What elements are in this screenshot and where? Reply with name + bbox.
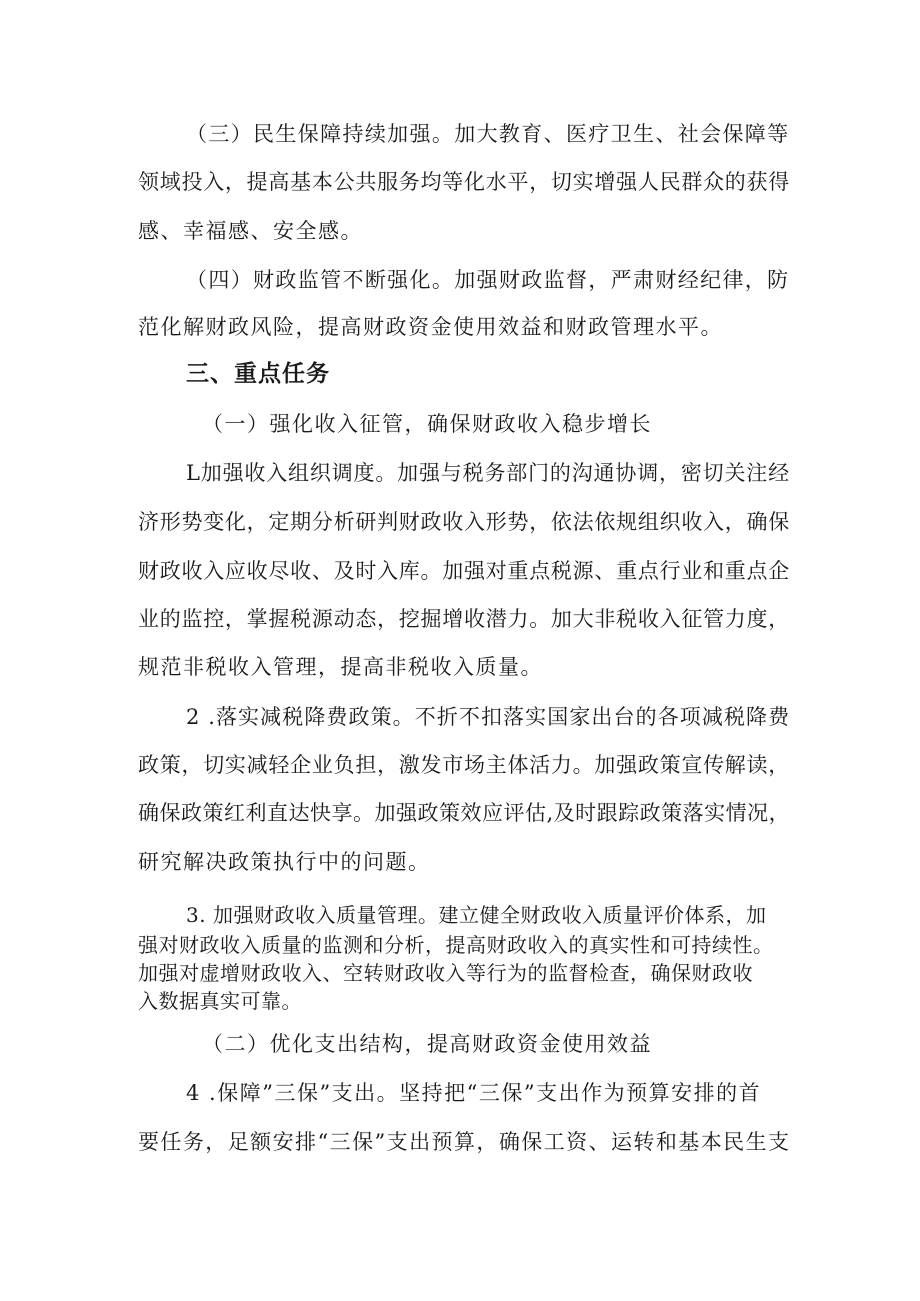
section-heading: 三、重点任务 [186, 361, 330, 387]
paragraph-line: 财政收入应收尽收、及时入库。加强对重点税源、重点行业和重点企 [138, 559, 790, 583]
paragraph-line: 确保政策红利直达快享。加强政策效应评估,及时跟踪政策落实情况， [138, 801, 791, 825]
paragraph-line: 加强对虚增财政收入、空转财政收入等行为的监督检查，确保财政收 [138, 961, 753, 985]
paragraph-line: 范化解财政风险，提高财政资金使用效益和财政管理水平。 [138, 315, 723, 339]
paragraph-line: L加强收入组织调度。加强与税务部门的沟通协调，密切关注经 [186, 461, 790, 485]
paragraph-line: 领域投入，提高基本公共服务均等化水平，切实增强人民群众的获得 [138, 170, 790, 194]
paragraph-line: 研究解决政策执行中的问题。 [138, 850, 431, 874]
paragraph-line: 业的监控，掌握税源动态，挖掘增收潜力。加大非税收入征管力度， [138, 607, 790, 631]
paragraph-line: 要任务，足额安排“三保”支出预算，确保工资、运转和基本民生支 [138, 1130, 791, 1154]
paragraph-line: 2 .落实减税降费政策。不折不扣落实国家出台的各项减税降费 [186, 705, 791, 729]
paragraph-line: 3. 加强财政收入质量管理。建立健全财政收入质量评价体系，加 [186, 903, 767, 927]
paragraph-line: 感、幸福感、安全感。 [138, 219, 363, 243]
paragraph-line: 规范非税收入管理，提高非税收入质量。 [138, 655, 543, 679]
paragraph-line: 入数据真实可靠。 [138, 989, 302, 1013]
paragraph-line: 政策，切实减轻企业负担，激发市场主体活力。加强政策宣传解读， [138, 753, 790, 777]
paragraph-line: （四）财政监管不断强化。加强财政监督，严肃财经纪律，防 [186, 268, 790, 292]
paragraph-line: （三）民生保障持续加强。加大教育、医疗卫生、社会保障等 [186, 122, 790, 146]
paragraph-line: 强对财政收入质量的监测和分析，提高财政收入的真实性和可持续性。 [138, 933, 774, 957]
subsection-heading: （一）强化收入征管，确保财政收入稳步增长 [202, 412, 652, 436]
paragraph-line: 济形势变化，定期分析研判财政收入形势，依法依规组织收入，确保 [138, 510, 790, 534]
paragraph-line: 4 .保障”三保”支出。坚持把“三保”支出作为预算安排的首 [186, 1081, 762, 1105]
subsection-heading: （二）优化支出结构，提高财政资金使用效益 [202, 1032, 652, 1056]
